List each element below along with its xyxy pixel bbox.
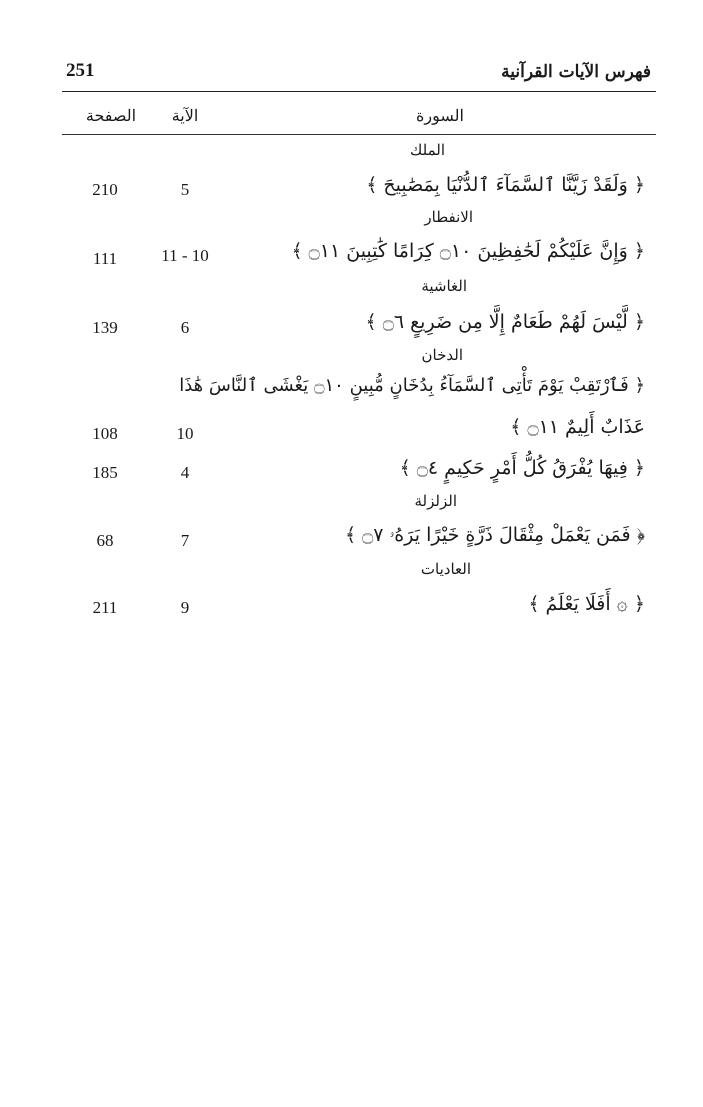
ayah-number: 6 bbox=[180, 318, 190, 337]
verse-text: ﴿ وَإِنَّ عَلَيْكُمْ لَحَٰفِظِينَ ۝١٠ كِرَامًا كَٰتِبِينَ ۝١١ ﴾ bbox=[291, 240, 645, 262]
page-ref: 210 bbox=[92, 180, 118, 199]
ayah-number: 11 - 10 bbox=[161, 246, 209, 265]
running-title: فهرس الآيات القرآنية bbox=[501, 62, 651, 82]
column-header-ayah: الآية bbox=[171, 106, 199, 125]
column-header-page: الصفحة bbox=[85, 106, 137, 125]
surah-name: الملك bbox=[409, 141, 445, 159]
surah-name: العاديات bbox=[420, 560, 471, 578]
surah-name: الزلزلة bbox=[414, 492, 457, 510]
column-header-surah: السورة bbox=[416, 106, 464, 125]
page-ref: 185 bbox=[92, 463, 118, 482]
ayah-number: 7 bbox=[180, 531, 190, 550]
ayah-number: 10 bbox=[176, 424, 194, 443]
verse-text: ﴿ فِيهَا يُفْرَقُ كُلُّ أَمْرٍ حَكِيمٍ ۝٤ ﴾ bbox=[399, 457, 645, 479]
page-ref: 211 bbox=[92, 598, 118, 617]
ayah-number: 9 bbox=[180, 598, 190, 617]
ayah-number: 5 bbox=[180, 180, 190, 199]
page-number: 251 bbox=[66, 60, 95, 81]
surah-name: الانفطار bbox=[424, 208, 473, 226]
column-header-rule bbox=[62, 134, 656, 135]
verse-text: ﴿ ۞ أَفَلَا يَعْلَمُ ﴾ bbox=[528, 593, 645, 615]
page-ref: 139 bbox=[92, 318, 118, 337]
verse-text-continued: عَذَابٌ أَلِيمٌ ۝١١ ﴾ bbox=[510, 416, 645, 438]
surah-name: الغاشية bbox=[421, 277, 467, 295]
ayah-number: 4 bbox=[180, 463, 190, 482]
header-rule bbox=[62, 91, 656, 92]
verse-text: ﴿ وَلَقَدْ زَيَّنَّا ٱلسَّمَآءَ ٱلدُّنْيَا بِمَصَٰبِيحَ ﴾ bbox=[366, 174, 645, 196]
verse-text: ﴿ فَٱرْتَقِبْ يَوْمَ تَأْتِى ٱلسَّمَآءُ بِدُخَانٍ مُّبِينٍ ۝١٠ يَغْشَى ٱلنَّاسَ هَٰذَا bbox=[179, 375, 645, 396]
page-ref: 68 bbox=[96, 531, 114, 550]
page-ref: 108 bbox=[92, 424, 118, 443]
verse-text: ﴿ فَمَن يَعْمَلْ مِثْقَالَ ذَرَّةٍ خَيْرًا يَرَهُۥ ۝٧ ﴾ bbox=[344, 524, 645, 546]
surah-name: الدخان bbox=[421, 346, 463, 364]
page-ref: 111 bbox=[92, 249, 118, 268]
verse-text: ﴿ لَّيْسَ لَهُمْ طَعَامٌ إِلَّا مِن ضَرِيعٍ ۝٦ ﴾ bbox=[365, 311, 645, 333]
